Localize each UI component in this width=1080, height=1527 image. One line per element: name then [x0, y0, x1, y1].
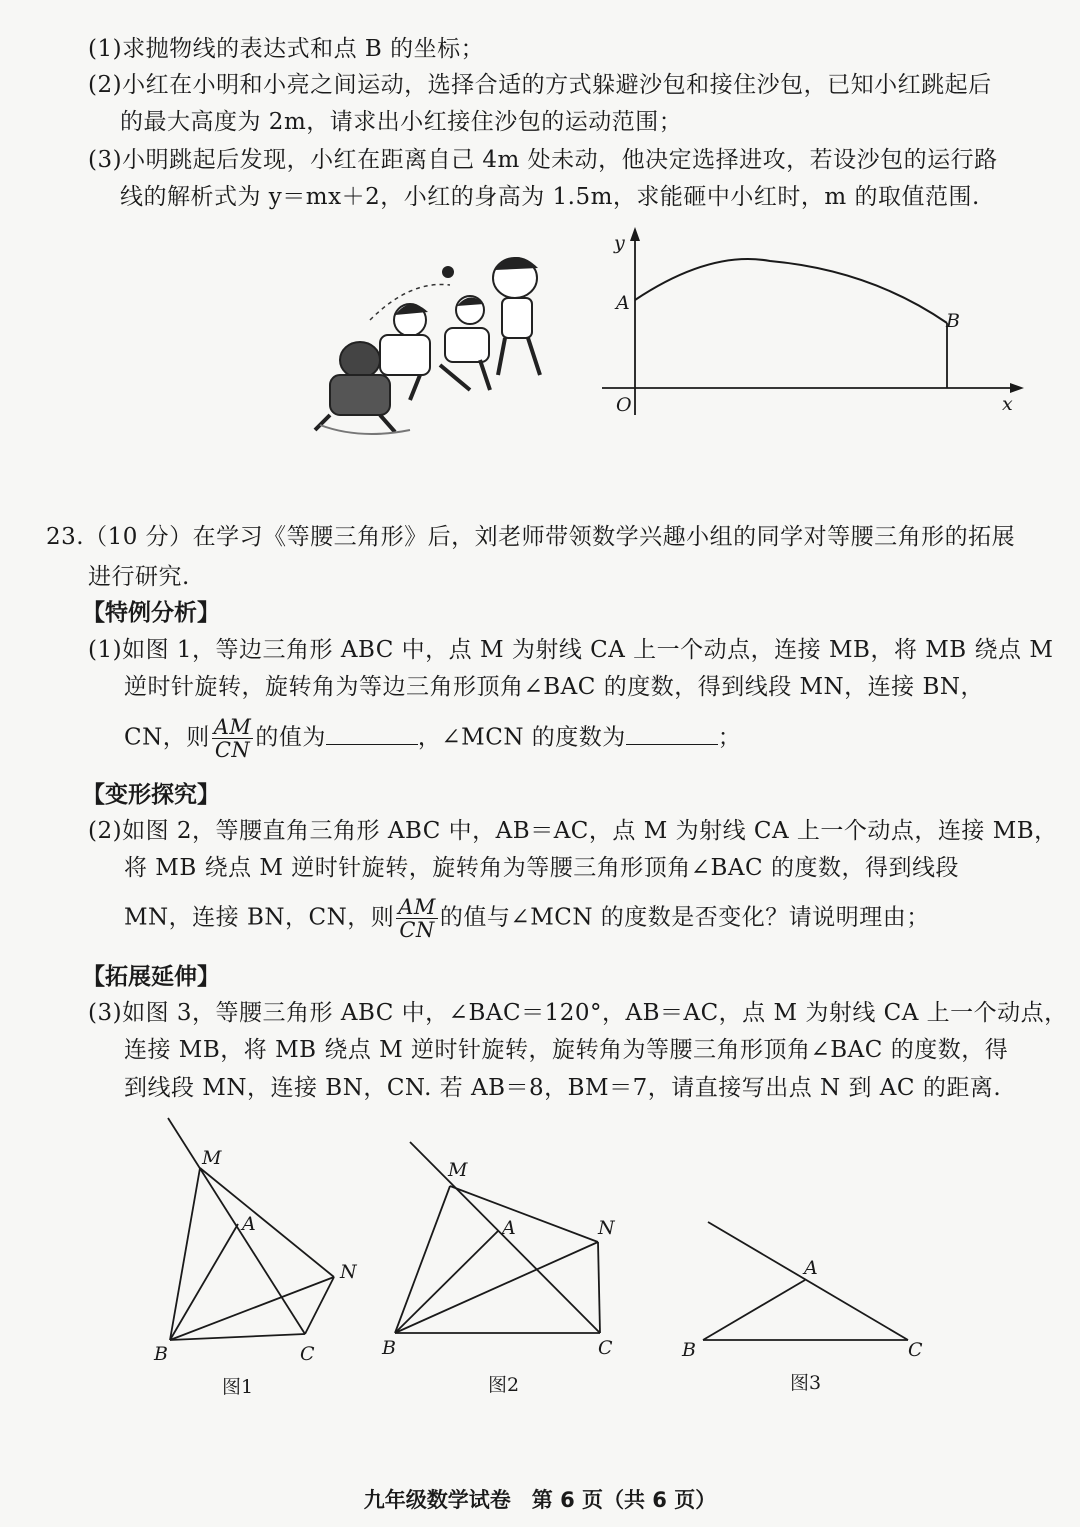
q22-part3-line1: (3)小明跳起后发现，小红在距离自己 4m 处未动，他决定选择进攻，若设沙包的运行路: [88, 147, 998, 173]
part1-end: ；: [717, 724, 742, 751]
figure-1-caption: 图1: [222, 1376, 254, 1398]
figure-3: [670, 1200, 950, 1370]
fig3-label-a: A: [804, 1257, 818, 1279]
fig1-label-a: A: [242, 1213, 256, 1235]
q23-part2-line1: (2)如图 2，等腰直角三角形 ABC 中，AB＝AC，点 M 为射线 CA 上一个动点，连接 MB，: [88, 818, 1058, 844]
children-playing-illustration: [300, 240, 580, 440]
q23-part1-line1: (1)如图 1，等边三角形 ABC 中，点 M 为射线 CA 上一个动点，连接 MB，将 MB 绕点 M: [88, 637, 1054, 663]
sandbag-icon: [442, 266, 454, 278]
x-axis-label: x: [1002, 393, 1013, 415]
q23-part3-line2: 连接 MB，将 MB 绕点 M 逆时针旋转，旋转角为等腰三角形顶角∠BAC 的度数，得: [124, 1037, 1009, 1063]
q22-part2-line1: (2)小红在小明和小亮之间运动，选择合适的方式躲避沙包和接住沙包，已知小红跳起后: [88, 72, 992, 98]
section-special-case: 【特例分析】: [82, 600, 220, 626]
fig2-label-m: M: [448, 1159, 468, 1181]
part2-question-text: 的值与∠MCN 的度数是否变化？请说明理由；: [439, 904, 930, 931]
figure-2-caption: 图2: [488, 1374, 520, 1396]
q23-intro-line2: 进行研究.: [88, 564, 190, 590]
part2-mn-prefix: MN，连接 BN，CN，则: [124, 904, 395, 931]
q23-part3-line3: 到线段 MN，连接 BN，CN. 若 AB＝8，BM＝7，请直接写出点 N 到 AC 的距离.: [124, 1075, 1002, 1101]
q22-part3-line2: 线的解析式为 y＝mx＋2，小红的身高为 1.5m，求能砸中小红时，m 的取值范围.: [120, 184, 980, 210]
section-extension: 【拓展延伸】: [82, 964, 220, 990]
q23-part2-line2: 将 MB 绕点 M 逆时针旋转，旋转角为等腰三角形顶角∠BAC 的度数，得到线段: [124, 855, 959, 881]
fig3-label-c: C: [908, 1339, 923, 1361]
fraction-denominator: CN: [214, 738, 251, 762]
answer-blank-angle: [626, 724, 718, 745]
fig2-label-b: B: [382, 1337, 396, 1359]
page-footer: 九年级数学试卷 第 6 页（共 6 页）: [363, 1488, 717, 1512]
y-axis-label: y: [614, 232, 625, 254]
part1-angle-text: ，∠MCN 的度数为: [417, 724, 626, 751]
fig2-label-n: N: [598, 1217, 615, 1239]
fig1-label-m: M: [202, 1147, 222, 1169]
section-variation: 【变形探究】: [82, 782, 220, 808]
ratio-am-cn-fraction-2: [396, 896, 438, 941]
figure-1: [140, 1110, 380, 1370]
q22-part1: (1)求抛物线的表达式和点 B 的坐标；: [88, 36, 485, 62]
q23-part1-line2: 逆时针旋转，旋转角为等边三角形顶角∠BAC 的度数，得到线段 MN，连接 BN，: [124, 674, 985, 700]
fig1-label-n: N: [340, 1261, 357, 1283]
figure-3-caption: 图3: [790, 1372, 822, 1394]
fraction-numerator: AM: [398, 895, 436, 919]
q23-part1-line3: [124, 716, 741, 761]
fig2-label-c: C: [598, 1337, 613, 1359]
figure-2: [370, 1130, 650, 1370]
fraction-denominator: CN: [399, 918, 435, 942]
fraction-numerator: AM: [213, 715, 252, 739]
q22-part2-line2: 的最大高度为 2m，请求出小红接住沙包的运动范围；: [120, 109, 683, 135]
point-a-label: A: [616, 292, 630, 314]
ratio-am-cn-fraction: [212, 716, 254, 761]
q23-part3-line1: (3)如图 3，等腰三角形 ABC 中，∠BAC＝120°，AB＝AC，点 M 为射线 CA 上一个动点，: [88, 1000, 1068, 1026]
point-b-label: B: [946, 310, 960, 332]
q23-part2-line3: [124, 896, 930, 941]
fig3-label-b: B: [682, 1339, 696, 1361]
parabola-graph: [590, 225, 1030, 425]
fig2-label-a: A: [502, 1217, 516, 1239]
part1-cn-prefix: CN，则: [124, 724, 210, 751]
part1-value-text: 的值为: [255, 724, 326, 751]
fig1-label-c: C: [300, 1343, 315, 1365]
q23-intro-line1: 23.（10 分）在学习《等腰三角形》后，刘老师带领数学兴趣小组的同学对等腰三角形的拓展: [46, 524, 1016, 550]
origin-label: O: [616, 394, 632, 416]
fig1-label-b: B: [154, 1343, 168, 1365]
answer-blank-ratio: [326, 724, 418, 745]
